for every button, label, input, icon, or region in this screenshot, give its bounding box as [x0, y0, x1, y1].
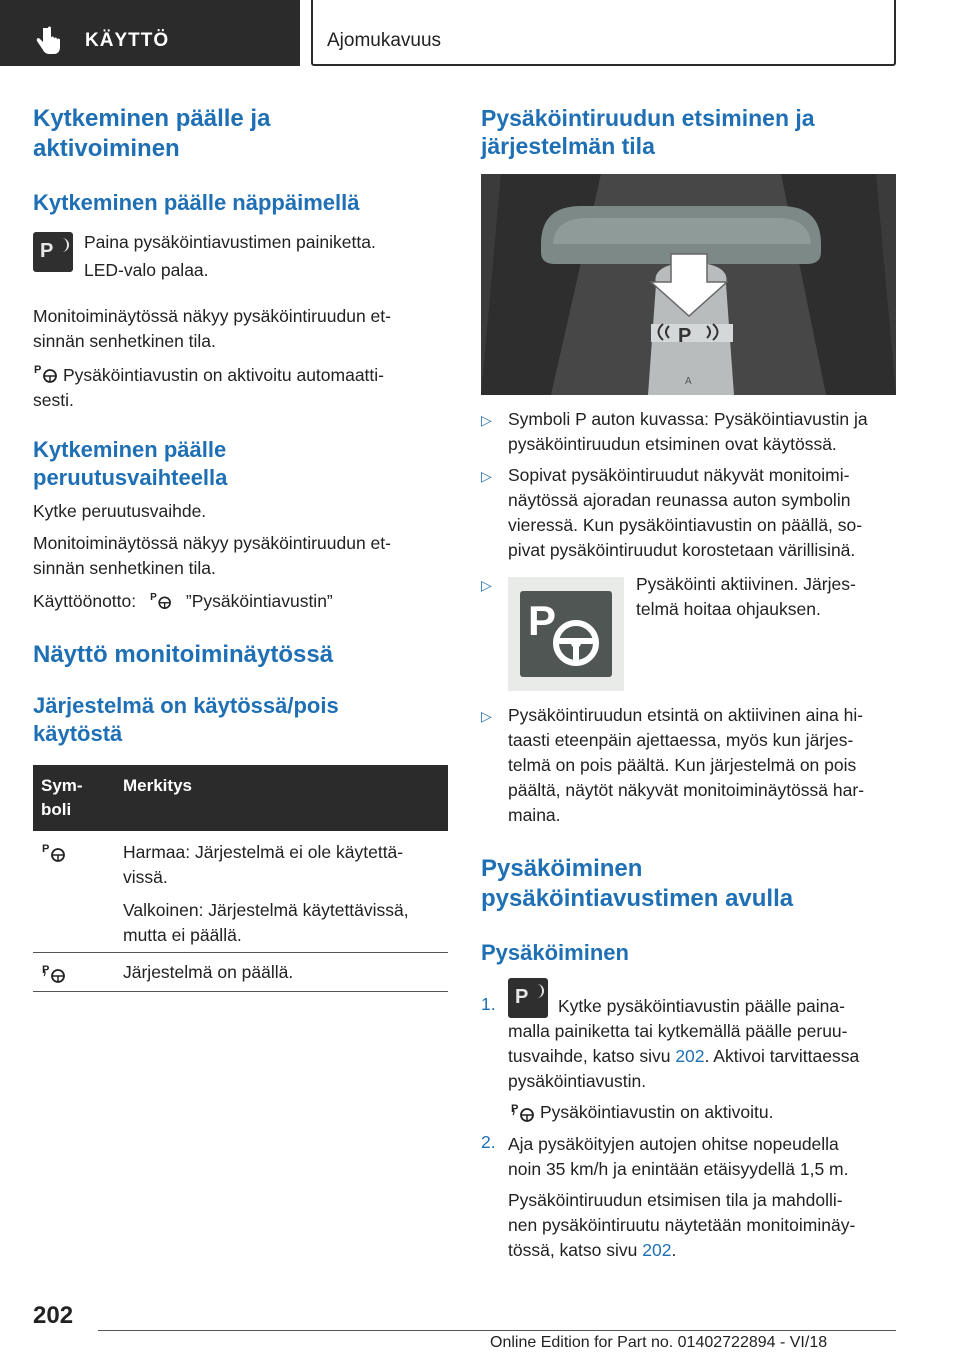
text-span: tössä, katso sivu — [508, 1240, 638, 1260]
bullet-3-text — [636, 572, 856, 622]
bullet-1-text — [508, 407, 868, 457]
parking-active-image — [508, 577, 624, 691]
heading-line: Järjestelmä on käytössä/pois — [33, 693, 339, 718]
p-letter: P — [40, 240, 54, 262]
text-line: noin 35 km/h ja enintään etäisyydellä 1,5 m. — [508, 1159, 849, 1179]
step-1-text — [508, 994, 859, 1094]
text-line: Pysäköintiruudun etsimisen tila ja mahdolli- — [508, 1190, 843, 1210]
text-line: Aja pysäköityjen autojen ohitse nopeudella — [508, 1134, 839, 1154]
text-line: pysäköintiruudun etsiminen ovat käytössä. — [508, 434, 837, 454]
bullet-triangle-icon: ▷ — [481, 468, 492, 484]
subheading-keys: Kytkeminen päälle näppäimellä — [33, 190, 360, 215]
car-illustration — [481, 174, 896, 395]
table-row-1-text — [123, 840, 448, 948]
park-assist-active-icon — [41, 962, 67, 984]
chapter-tab — [0, 0, 300, 66]
text-line: päältä, näytöt näkyvät monitoiminäytössä har- — [508, 780, 865, 800]
text-line: pysäköintiavustin. — [508, 1071, 647, 1091]
svg-text:P: P — [528, 597, 557, 644]
reverse-monitor-text — [33, 531, 391, 581]
text-span: . Aktivoi tarvittaessa — [704, 1046, 860, 1066]
text-line: näytössä ajoradan reunassa auton symbolin — [508, 490, 851, 510]
auto-activated-text — [33, 363, 384, 413]
keys-instruction: Paina pysäköintiavustimen painiketta. — [84, 232, 376, 252]
park-assist-button-icon — [33, 232, 73, 272]
page-link-202[interactable]: 202 — [642, 1240, 672, 1260]
heading-line: järjestelmän tila — [481, 133, 655, 159]
svg-text:P: P — [42, 843, 50, 855]
text-line: Sopivat pysäköintiruudut näkyvät monitoimi- — [508, 465, 850, 485]
hand-pointer-icon — [34, 26, 64, 56]
park-assist-active-icon — [510, 1101, 536, 1123]
led-text: LED-valo palaa. — [84, 260, 209, 280]
text-line: sinnän senhetkinen tila. — [33, 331, 216, 351]
parking-steering-icon — [520, 591, 612, 677]
p-letter: P — [515, 986, 529, 1008]
text-line: telmä hoitaa ohjauksen. — [636, 599, 821, 619]
edition-text: Online Edition for Part no. 01402722894 - VI/18 — [490, 1334, 828, 1351]
step-1-subtext: Pysäköintiavustin on aktivoitu. — [540, 1102, 774, 1122]
chapter-title: KÄYTTÖ — [85, 30, 170, 51]
section-tab — [311, 0, 896, 66]
subheading-parking: Pysäköiminen — [481, 940, 629, 965]
bullet-triangle-icon: ▷ — [481, 708, 492, 724]
commission-value: ”Pysäköintiavustin” — [185, 591, 333, 611]
text-line: sesti. — [33, 390, 74, 410]
text-line: maina. — [508, 805, 561, 825]
bullet-triangle-icon: ▷ — [481, 412, 492, 428]
subheading-system-state — [33, 692, 339, 748]
table-header — [33, 765, 448, 831]
text-line: vieressä. Kun pysäköintiavustin on päällä, so- — [508, 515, 863, 535]
text-span: . — [671, 1240, 677, 1260]
heading-line: Kytkeminen päälle ja — [33, 105, 271, 132]
text-line: Harmaa: Järjestelmä ei ole käytettä- — [123, 842, 404, 862]
car-display-image — [481, 174, 896, 395]
text-line: Kytke pysäköintiavustin päälle paina- — [558, 996, 845, 1016]
commissioning-text — [33, 589, 333, 614]
step-2-number: 2. — [481, 1132, 496, 1152]
header-line: Sym- — [41, 776, 83, 795]
heading-line: Pysäköintiruudun etsiminen ja — [481, 105, 815, 131]
heading-line: Pysäköiminen — [481, 855, 643, 882]
text-span: tusvaihde, katso sivu — [508, 1046, 671, 1066]
text-line: taasti eteenpäin ajettaessa, myös kun järjes- — [508, 730, 854, 750]
table-divider — [33, 991, 448, 992]
column-header-meaning: Merkitys — [123, 776, 192, 795]
svg-text:A: A — [685, 376, 692, 387]
page-number: 202 — [33, 1302, 74, 1329]
text-line: nen pysäköintiruutu näytetään monitoiminäy- — [508, 1215, 856, 1235]
subheading-reverse — [33, 436, 227, 492]
heading-display: Näyttö monitoiminäytössä — [33, 641, 334, 668]
heading-line: peruutusvaihteella — [33, 465, 228, 490]
svg-text:P: P — [511, 1103, 519, 1115]
text-line: Monitoiminäytössä näkyy pysäköintiruudun et- — [33, 306, 391, 326]
bullet-2-text — [508, 463, 862, 563]
text-line — [508, 1044, 859, 1069]
park-assist-symbol-icon — [147, 590, 175, 610]
step-1-number: 1. — [481, 994, 496, 1014]
heading-line: Kytkeminen päälle — [33, 437, 227, 462]
bullet-triangle-icon: ▷ — [481, 577, 492, 593]
text-line: Pysäköintiruudun etsintä on aktiivinen aina hi- — [508, 705, 864, 725]
header-line: boli — [41, 800, 72, 819]
text-line: vissä. — [123, 867, 168, 887]
svg-text:P: P — [42, 964, 50, 976]
step-2-paragraph — [508, 1188, 855, 1263]
svg-text:P: P — [678, 325, 692, 347]
reverse-instruction: Kytke peruutusvaihde. — [33, 501, 207, 521]
footer-rule — [98, 1330, 896, 1331]
heading-parking — [481, 854, 793, 914]
text-line: Symboli P auton kuvassa: Pysäköintiavustin ja — [508, 409, 868, 429]
heading-line: käytöstä — [33, 721, 123, 746]
column-header-symbol — [41, 774, 83, 822]
text-line: Valkoinen: Järjestelmä käytettävissä, — [123, 900, 409, 920]
table-row-2-text: Järjestelmä on päällä. — [123, 962, 294, 982]
table-divider — [33, 952, 448, 953]
heading-switch-on — [33, 104, 270, 164]
page-link-202[interactable]: 202 — [675, 1046, 705, 1066]
text-line: Pysäköintiavustin on aktivoitu automaatti- — [63, 365, 384, 385]
step-2-text — [508, 1132, 848, 1182]
heading-line: pysäköintiavustimen avulla — [481, 885, 794, 912]
text-line: telmä on pois päältä. Kun järjestelmä on pois — [508, 755, 857, 775]
park-assist-grey-icon — [41, 841, 67, 863]
svg-text:P: P — [150, 592, 157, 603]
text-line: sinnän senhetkinen tila. — [33, 558, 216, 578]
monitor-text — [33, 304, 391, 354]
text-line: Pysäköinti aktiivinen. Järjes- — [636, 574, 856, 594]
text-line: mutta ei päällä. — [123, 925, 242, 945]
text-line: pivat pysäköintiruudut korostetaan värillisinä. — [508, 540, 856, 560]
text-line: malla painiketta tai kytkemällä päälle peruu- — [508, 1021, 848, 1041]
bullet-4-text — [508, 703, 864, 828]
wave-mark — [55, 238, 69, 252]
parking-active-display — [520, 591, 612, 677]
section-title: Ajomukavuus — [327, 30, 442, 51]
heading-line: aktivoiminen — [33, 135, 180, 162]
text-line — [508, 1238, 855, 1263]
svg-text:P: P — [34, 364, 42, 376]
heading-search-status — [481, 104, 815, 160]
commission-label: Käyttöönotto: — [33, 591, 137, 611]
text-line: Monitoiminäytössä näkyy pysäköintiruudun et- — [33, 533, 391, 553]
